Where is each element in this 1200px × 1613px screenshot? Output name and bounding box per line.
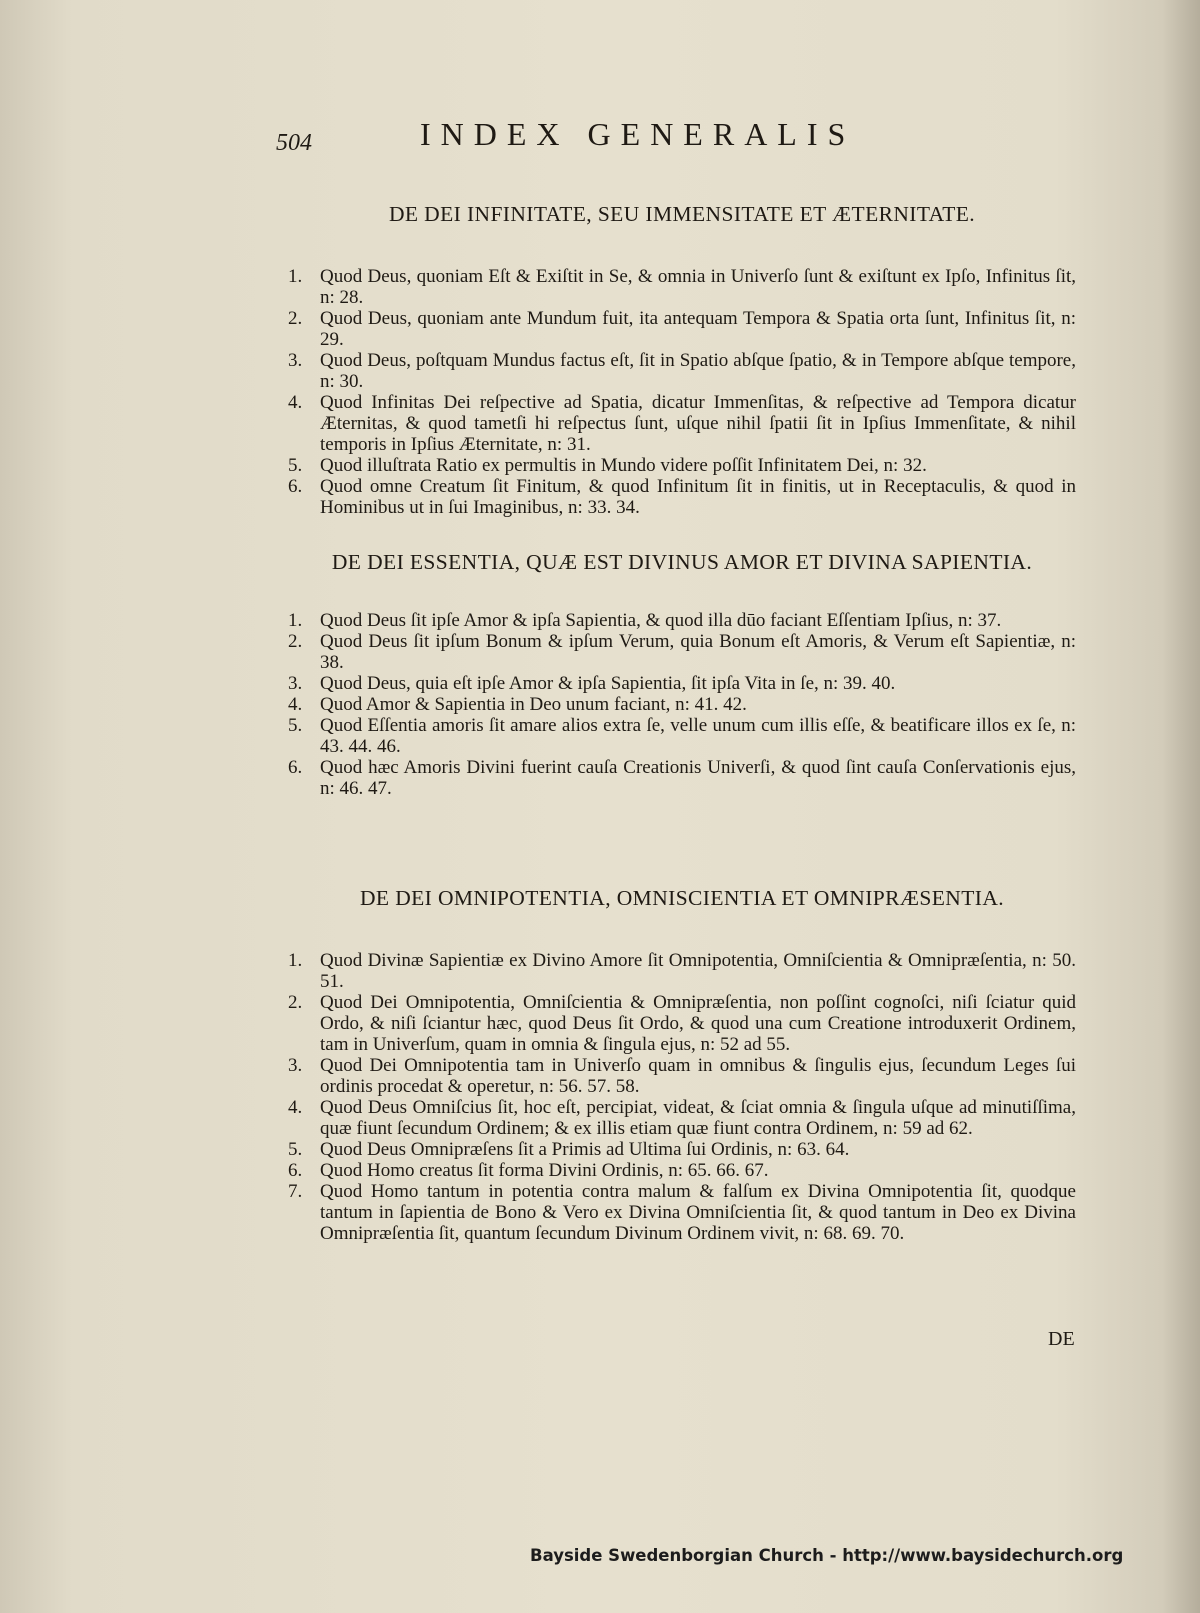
entry-number: 5. [288, 1139, 303, 1160]
entry-text: Quod Deus ſit ipſe Amor & ipſa Sapientia, & quod illa dūo faciant Eſſentiam Ipſius, n: 37. [320, 610, 1002, 631]
entry-text: Quod Deus, quoniam ante Mundum fuit, ita antequam Tempora & Spatia orta ſunt, Infinitus ſit, n: 29. [320, 308, 1076, 350]
entry-number: 5. [288, 715, 303, 736]
index-entry [288, 392, 1076, 455]
section-heading: DE DEI INFINITATE, SEU IMMENSITATE ET ÆTERNITATE. [388, 202, 976, 226]
index-entry [288, 455, 1076, 476]
page-edge-shadow [1162, 0, 1200, 1613]
section-infinitate [288, 200, 1076, 518]
entry-text: Quod Deus, poſtquam Mundus factus eſt, ſit in Spatio abſque ſpatio, & in Tempore abſque tempore, n: 30. [320, 350, 1076, 392]
entry-number: 5. [288, 455, 303, 476]
entry-text: Quod Eſſentia amoris ſit amare alios extra ſe, velle unum cum illis eſſe, & beatificare illos ex ſe, n: 43. 44. 46. [320, 715, 1076, 757]
entry-text: Quod omne Creatum ſit Finitum, & quod Infinitum ſit in finitis, ut in Receptaculis, & quod in Hominibus ut in ſui Imaginibus, n: 33. 34. [320, 476, 1076, 518]
entry-number: 6. [288, 476, 303, 497]
entry-text: Quod Deus, quoniam Eſt & Exiſtit in Se, & omnia in Univerſo ſunt & exiſtunt ex Ipſo, Infinitus ſit, n: 28. [320, 266, 1076, 308]
entry-number: 6. [288, 757, 303, 778]
entry-text: Quod Homo tantum in potentia contra malum & falſum ex Divina Omnipotentia ſit, quodque tantum in ſapientia de Bono & Vero ex Divina Omniſcientia ſit, & quod tantum in Deo ex Divina Omnipræſentia ſit, quantum ſecundum Divinum Ordinem vivit, n: 68. 69. 70. [320, 1181, 1076, 1244]
index-entry [288, 1055, 1076, 1097]
entry-text: Quod Amor & Sapientia in Deo unum faciant, n: 41. 42. [320, 694, 747, 715]
entry-number: 4. [288, 1097, 303, 1118]
entry-text: Quod Deus, quia eſt ipſe Amor & ipſa Sapientia, ſit ipſa Vita in ſe, n: 39. 40. [320, 673, 896, 694]
section-heading: DE DEI ESSENTIA, QUÆ EST DIVINUS AMOR ET DIVINA SAPIENTIA. [331, 550, 1033, 574]
entry-number: 7. [288, 1181, 303, 1202]
running-head: INDEX GENERALIS [420, 116, 856, 152]
index-entry [288, 715, 1076, 757]
entry-text: Quod Homo creatus ſit forma Divini Ordinis, n: 65. 66. 67. [320, 1160, 769, 1181]
entry-number: 2. [288, 308, 303, 329]
entry-text: Quod illuſtrata Ratio ex permultis in Mundo videre poſſit Infinitatem Dei, n: 32. [320, 455, 927, 476]
index-entry [288, 757, 1076, 799]
index-entry [288, 1181, 1076, 1244]
index-entry [288, 694, 1076, 715]
index-entry [288, 350, 1076, 392]
entry-number: 1. [288, 266, 303, 287]
entry-text: Quod Deus ſit ipſum Bonum & ipſum Verum, quia Bonum eſt Amoris, & Verum eſt Sapientiæ, n: 38. [320, 631, 1076, 673]
section-omnipotentia [288, 884, 1076, 1244]
index-entry [288, 476, 1076, 518]
index-entry [288, 266, 1076, 308]
index-entry [288, 673, 1076, 694]
entry-number: 6. [288, 1160, 303, 1181]
section-essentia [288, 548, 1076, 799]
entry-number: 1. [288, 610, 303, 631]
entry-number: 4. [288, 694, 303, 715]
entry-number: 1. [288, 950, 303, 971]
entry-text: Quod Dei Omnipotentia, Omniſcientia & Omnipræſentia, non poſſint cognoſci, niſi ſciatur quid Ordo, & niſi ſciantur hæc, quod Deus ſit Ordo, & quod una cum Creatione introduxerit Ordinem, tam in Univerſum, quam in omnia & ſingula ejus, n: 52 ad 55. [320, 992, 1076, 1055]
entry-text: Quod Infinitas Dei reſpective ad Spatia, dicatur Immenſitas, & reſpective ad Tempora dicatur Æternitas, & quod tametſi hi reſpectus ſunt, uſque nihil ſpatii ſit in Ipſius Immenſitate, & nihil temporis in Ipſius Æternitate, n: 31. [320, 392, 1076, 455]
index-entry [288, 1160, 1076, 1181]
entry-number: 3. [288, 1055, 303, 1076]
entry-text: Quod Dei Omnipotentia tam in Univerſo quam in omnibus & ſingulis ejus, ſecundum Leges ſui ordinis procedat & operetur, n: 56. 57. 58. [320, 1055, 1076, 1097]
index-entry [288, 992, 1076, 1055]
entry-text: Quod Deus Omniſcius ſit, hoc eſt, percipiat, videat, & ſciat omnia & ſingula uſque ad minutiſſima, quæ fiunt ſecundum Ordinem; & ex illis etiam quæ fiunt contra Ordinem, n: 59 ad 62. [320, 1097, 1076, 1139]
entry-number: 2. [288, 992, 303, 1013]
index-entry [288, 631, 1076, 673]
section-heading: DE DEI OMNIPOTENTIA, OMNISCIENTIA ET OMNIPRÆSENTIA. [359, 886, 1005, 910]
index-entry [288, 308, 1076, 350]
index-entry [288, 1097, 1076, 1139]
entry-text: Quod hæc Amoris Divini fuerint cauſa Creationis Univerſi, & quod ſint cauſa Conſervationis ejus, n: 46. 47. [320, 757, 1076, 799]
entry-number: 3. [288, 350, 303, 371]
entry-text: Quod Deus Omnipræſens ſit a Primis ad Ultima ſui Ordinis, n: 63. 64. [320, 1139, 850, 1160]
entry-number: 4. [288, 392, 303, 413]
entry-number: 2. [288, 631, 303, 652]
entry-number: 3. [288, 673, 303, 694]
index-entry [288, 950, 1076, 992]
entry-text: Quod Divinæ Sapientiæ ex Divino Amore ſit Omnipotentia, Omniſcientia & Omnipræſentia, n: 50. 51. [320, 950, 1076, 992]
index-entry [288, 610, 1076, 631]
catchword: DE [1048, 1328, 1075, 1350]
index-entry [288, 1139, 1076, 1160]
footer-credit: Bayside Swedenborgian Church - http://www.baysidechurch.org [530, 1546, 1124, 1565]
page-number: 504 [276, 130, 312, 156]
